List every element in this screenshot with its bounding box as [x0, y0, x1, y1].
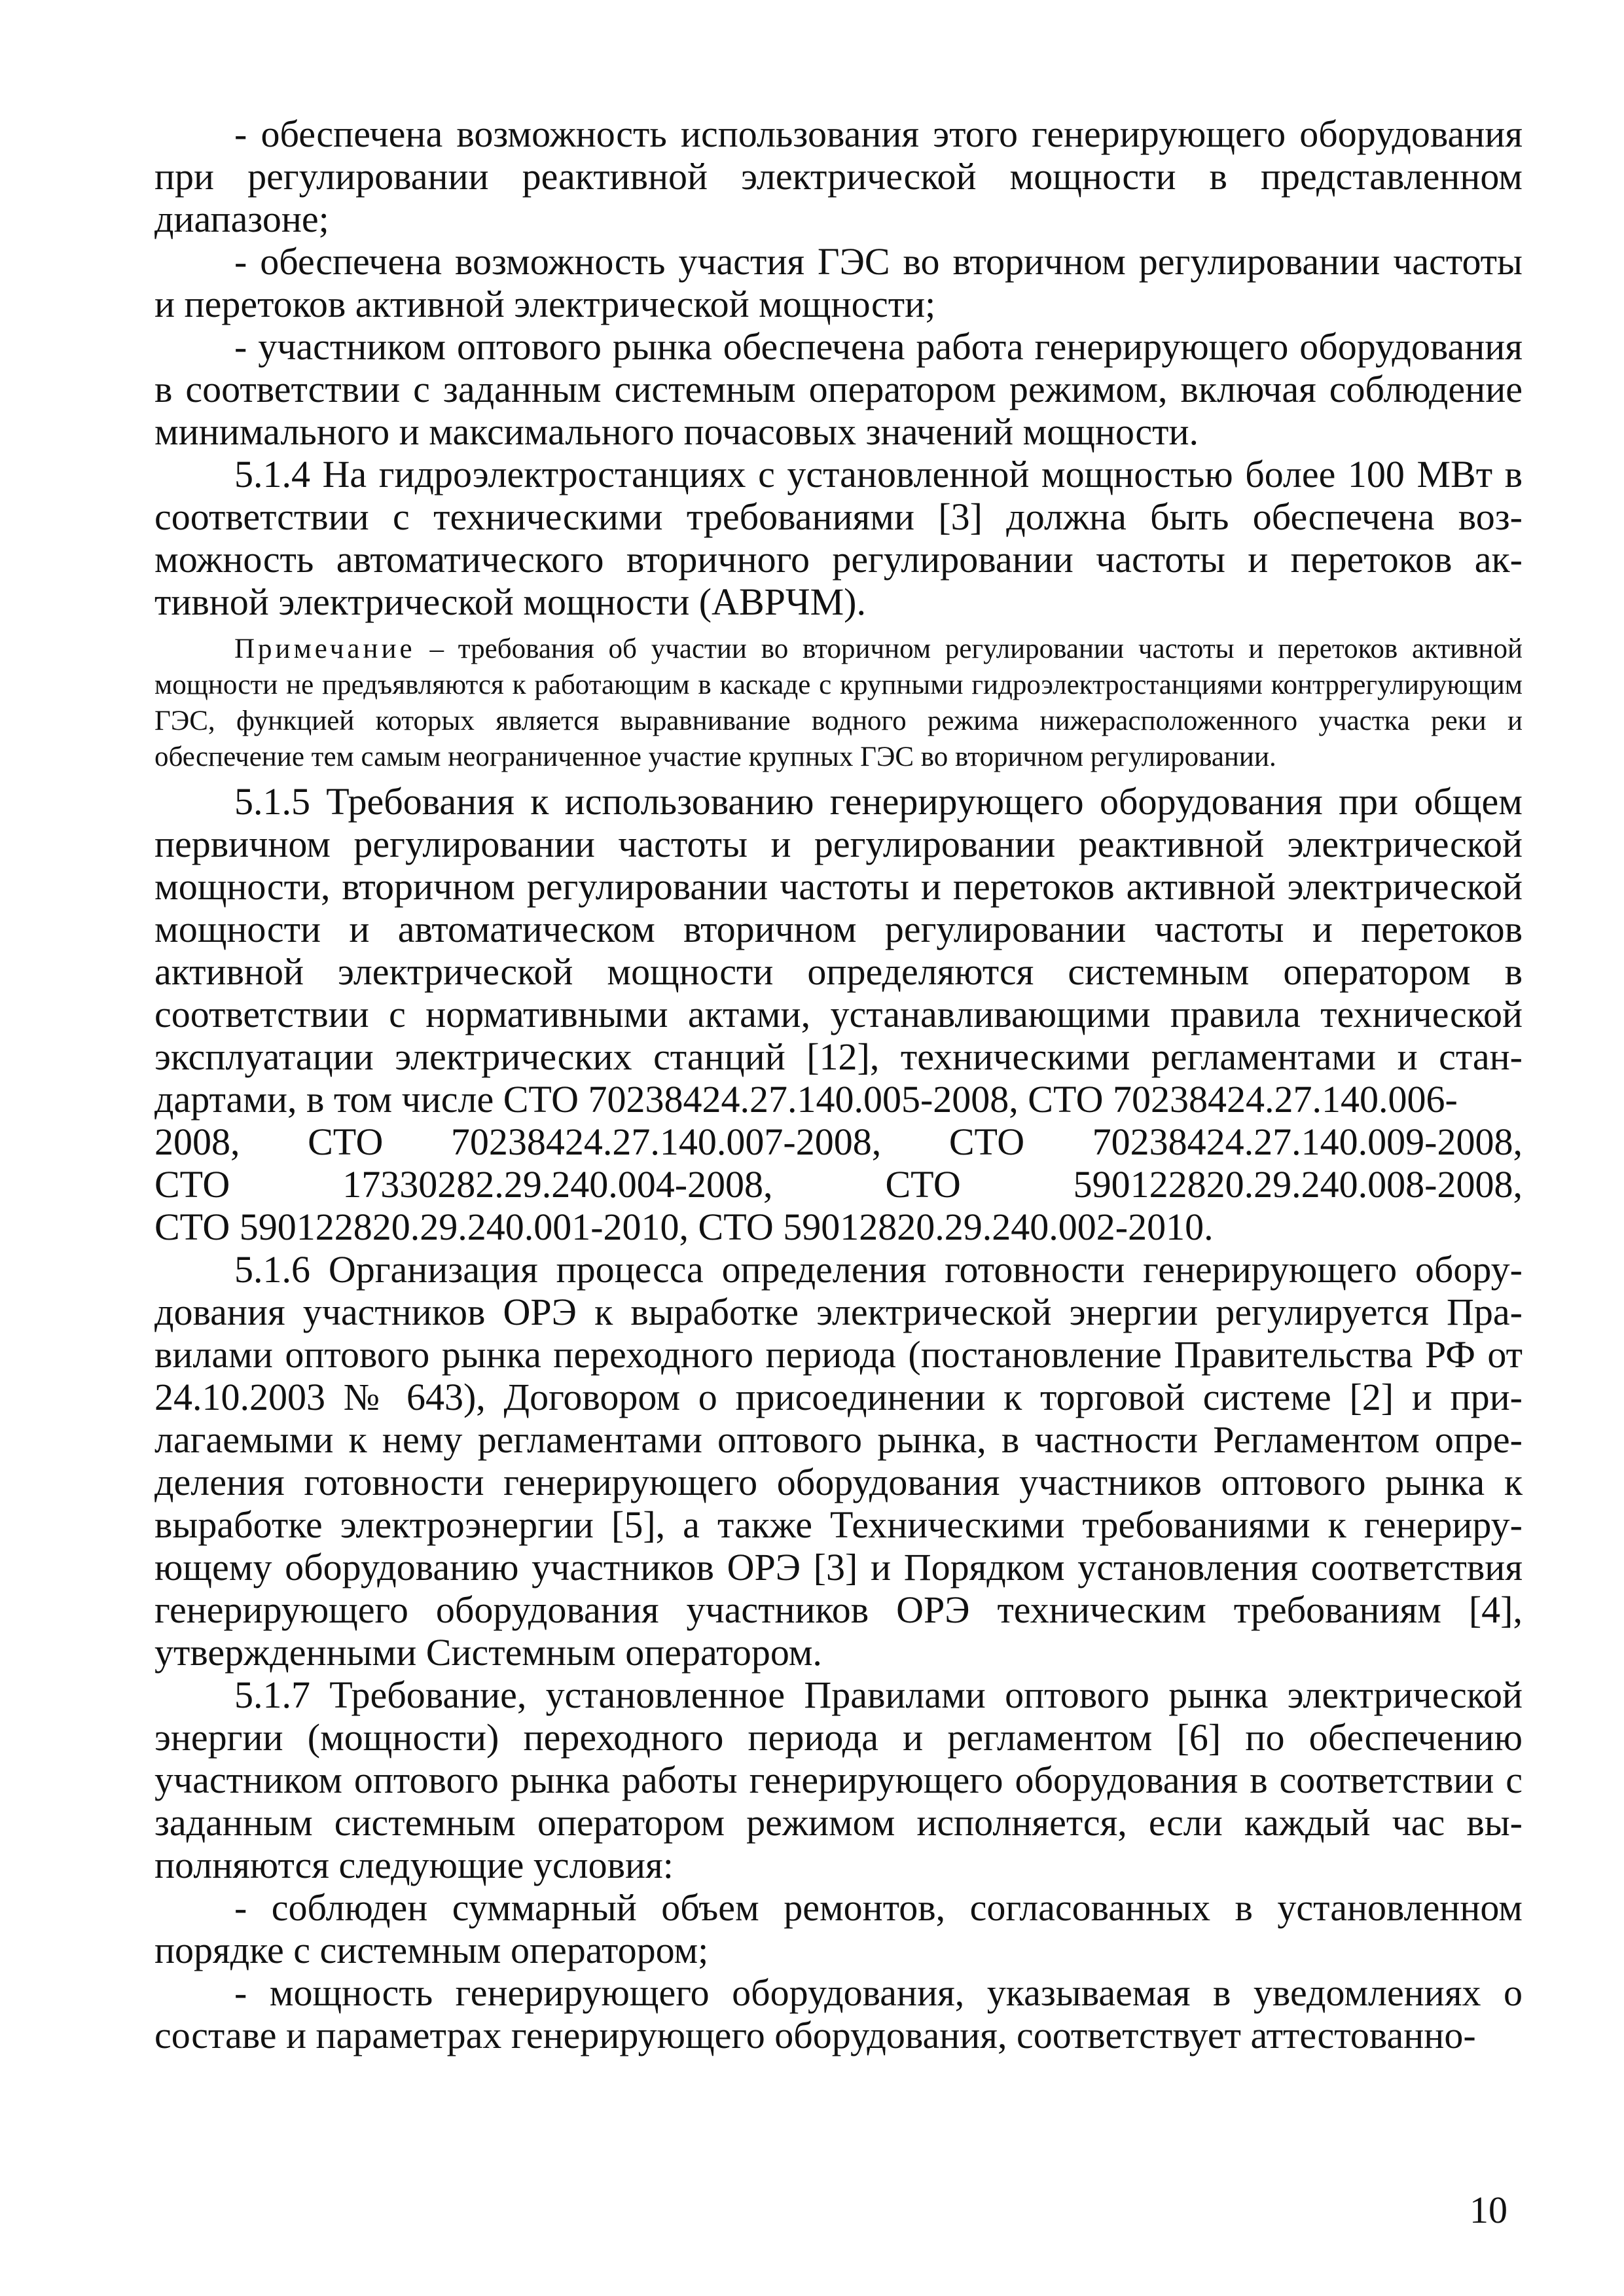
note-text: – требования об участии во вторичном регулировании частоты и перетоков активной мощности не предъявляются к работающим в каскаде с крупными гидроэлектростанциями контррегулирующим ГЭС, функцией которых является выравнивание водного режима нижерасположенного участка реки и обеспечение тем самым неограниченное участие крупных ГЭС во вторичном регулировании. [154, 634, 1523, 772]
paragraph-5-1-4: 5.1.4 На гидроэлектростанциях с установленной мощностью более 100 МВт в соответствии с техническими требованиями [3] должна быть обеспечена возможность автоматического вторичного регулировании частоты и перетоков активной электрической мощности (АВРЧМ). [154, 453, 1523, 623]
list-item-repairs: - соблюден суммарный объем ремонтов, согласованных в установленном порядке с системным оператором; [154, 1886, 1523, 1971]
standards-row-3: СТО 590122820.29.240.001-2010, СТО 59012820.29.240.002-2010. [154, 1206, 1214, 1248]
page-number: 10 [1470, 2189, 1507, 2231]
standards-row-1: 2008, СТО 70238424.27.140.007-2008, СТО 70238424.27.140.009-2008, [154, 1121, 1523, 1163]
standards-row-2: СТО 17330282.29.240.004-2008, СТО 590122820.29.240.008-2008, [154, 1163, 1523, 1206]
list-item-operating-mode: - участником оптового рынка обеспечена работа генерирующего оборудования в соответствии с заданным системным оператором режимом, включая соблюдение минимального и максимального почасовых значений мощности. [154, 325, 1523, 453]
note-label: Примечание [234, 634, 416, 664]
paragraph-5-1-7: 5.1.7 Требование, установленное Правилами оптового рынка электрической энергии (мощности) переходного периода и регламентом [6] по обеспечению участником оптового рынка работы генерирующего оборудования в соответствии с заданным системным оператором режимом исполняется, если каждый час выполняются следующие условия: [154, 1674, 1523, 1886]
note-paragraph [154, 631, 1523, 775]
paragraph-5-1-6: 5.1.6 Организация процесса определения готовности генерирующего оборудования участников ОРЭ к выработке электрической энергии регулируется Правилами оптового рынка переходного периода (постановление Правительства РФ от 24.10.2003 № 643), Договором о присоединении к торговой системе [2] и прилагаемыми к нему регламентами оптового рынка, в частности Регламентом определения готовности генерирующего оборудования участников оптового рынка к выработке электроэнергии [5], а также Техническими требованиями к генерирующему оборудованию участников ОРЭ [3] и Порядком установления соответствия генерирующего оборудования участников ОРЭ техническим требованиям [4], утвержденными Системным оператором. [154, 1248, 1523, 1674]
paragraph-5-1-5: 5.1.5 Требования к использованию генерирующего оборудования при общем первичном регулировании частоты и регулировании реактивной электрической мощности, вторичном регулировании частоты и перетоков активной электрической мощности и автоматическом вторичном регулировании частоты и перетоков активной электрической мощности определяются системным оператором в соответствии с нормативными актами, устанавливающими правила технической эксплуатации электрических станций [12], техническими регламентами и стандартами, в том числе СТО 70238424.27.140.005-2008, СТО 70238424.27.140.006- [154, 780, 1523, 1121]
list-item-capacity: - мощность генерирующего оборудования, указываемая в уведомлениях о составе и параметрах генерирующего оборудования, соответствует аттестованно- [154, 1971, 1523, 2056]
body-text [154, 113, 1523, 2056]
list-item-secondary-regulation: - обеспечена возможность участия ГЭС во вторичном регулировании частоты и перетоков активной электрической мощности; [154, 240, 1523, 325]
list-item-reactive-power: - обеспечена возможность использования этого генерирующего оборудования при регулировании реактивной электрической мощности в представленном диапазоне; [154, 113, 1523, 240]
